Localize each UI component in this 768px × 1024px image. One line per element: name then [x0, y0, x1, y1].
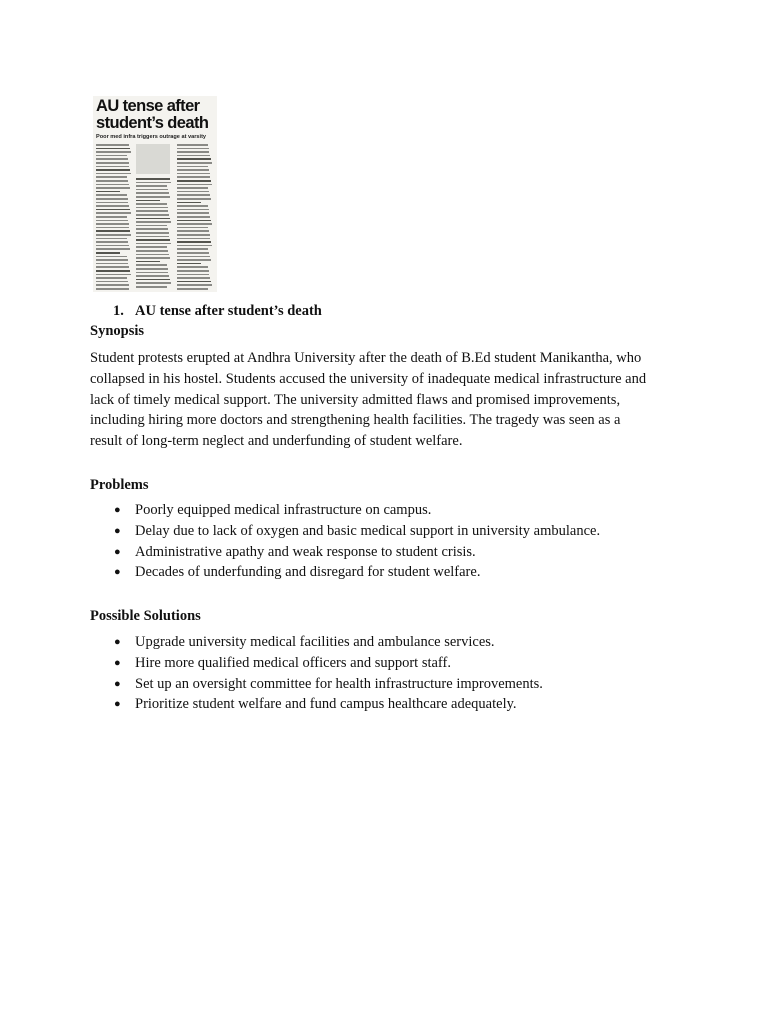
clipping-text-line: [177, 220, 211, 222]
clipping-text-line: [136, 200, 160, 202]
bullet-icon: ●: [114, 545, 121, 558]
synopsis-line: Student protests erupted at Andhra University after the death of B.Ed student Manikantha, who: [90, 350, 642, 366]
clipping-text-line: [177, 212, 209, 214]
clipping-text-line: [177, 227, 208, 229]
clipping-text-line: [96, 198, 128, 200]
clipping-subhead: Poor med infra triggers outrage at varsity: [96, 134, 207, 140]
clipping-text-line: [96, 162, 129, 164]
problems-list: [90, 500, 690, 583]
clipping-text-line: [177, 202, 201, 204]
clipping-text-line: [177, 277, 210, 279]
clipping-text-line: [136, 272, 168, 274]
list-item: ● Prioritize student welfare and fund campus healthcare adequately.: [90, 694, 690, 715]
clipping-text-line: [96, 212, 131, 214]
clipping-text-line: [177, 158, 211, 160]
clipping-text-line: [136, 243, 171, 245]
clipping-text-line: [136, 268, 168, 270]
clipping-text-line: [96, 180, 128, 182]
clipping-text-line: [177, 155, 210, 157]
clipping-text-line: [96, 234, 131, 236]
list-item: ● Hire more qualified medical officers and support staff.: [90, 653, 690, 674]
problems-heading: Problems: [90, 477, 149, 493]
list-item: ● Decades of underfunding and disregard for student welfare.: [90, 562, 690, 583]
clipping-text-line: [96, 270, 130, 272]
clipping-text-line: [177, 288, 208, 290]
clipping-text-line: [177, 176, 210, 178]
clipping-text-line: [136, 257, 170, 259]
clipping-text-line: [96, 241, 128, 243]
clipping-text-line: [96, 277, 127, 279]
list-item: ● Poorly equipped medical infrastructure on campus.: [90, 500, 690, 521]
article-title-text: AU tense after student’s death: [135, 303, 322, 319]
clipping-text-line: [96, 220, 128, 222]
clipping-column: [177, 144, 212, 290]
clipping-headline-line-1: AU tense after: [96, 97, 200, 115]
clipping-text-line: [136, 239, 170, 241]
clipping-text-line: [177, 245, 212, 247]
clipping-text-line: [177, 144, 208, 146]
clipping-text-line: [96, 194, 127, 196]
list-item: ● Administrative apathy and weak response to student crisis.: [90, 542, 690, 563]
clipping-text-line: [96, 151, 131, 153]
synopsis-line: collapsed in his hostel. Students accused the university of inadequate medical infrastructure and: [90, 370, 647, 387]
clipping-text-line: [96, 284, 129, 286]
clipping-text-line: [136, 228, 168, 230]
list-item: ● Set up an oversight committee for health infrastructure improvements.: [90, 674, 690, 695]
clipping-text-line: [136, 182, 171, 184]
clipping-text-line: [136, 207, 168, 209]
synopsis-line: lack of timely medical support. The university admitted flaws and promised improvements,: [90, 391, 621, 408]
clipping-text-line: [96, 205, 129, 207]
bullet-icon: ●: [114, 698, 121, 711]
clipping-text-line: [177, 205, 208, 207]
clipping-text-line: [136, 218, 170, 220]
clipping-text-line: [96, 245, 129, 247]
synopsis-heading: Synopsis: [90, 323, 145, 339]
bullet-icon: ●: [114, 504, 121, 516]
synopsis-line: result of long-term neglect and underfunding of student welfare.: [90, 433, 463, 450]
clipping-text-line: [136, 221, 171, 223]
clipping-column: [96, 144, 131, 290]
clipping-headline-line-2: student’s death: [96, 114, 209, 132]
clipping-text-line: [96, 281, 128, 283]
clipping-text-line: [177, 266, 208, 268]
clipping-text-line: [96, 252, 120, 254]
clipping-text-line: [96, 202, 128, 204]
solutions-heading: Possible Solutions: [90, 608, 201, 624]
clipping-text-line: [136, 214, 169, 216]
clipping-text-line: [96, 191, 120, 193]
clipping-text-line: [96, 256, 127, 258]
clipping-text-line: [136, 275, 169, 277]
clipping-text-line: [96, 227, 129, 229]
clipping-text-line: [177, 184, 212, 186]
clipping-text-line: [136, 196, 170, 198]
clipping-text-line: [177, 238, 210, 240]
clipping-text-line: [136, 286, 167, 288]
list-item: ● Upgrade university medical facilities and ambulance services.: [90, 632, 690, 653]
synopsis-paragraph: [90, 348, 690, 452]
clipping-text-line: [177, 223, 212, 225]
clipping-text-line: [136, 232, 169, 234]
clipping-text-line: [177, 198, 211, 200]
clipping-text-line: [177, 169, 209, 171]
clipping-text-line: [96, 238, 127, 240]
clipping-text-line: [177, 274, 209, 276]
clipping-text-line: [96, 169, 130, 171]
clipping-text-line: [136, 246, 167, 248]
clipping-text-line: [177, 230, 209, 232]
clipping-text-line: [96, 144, 129, 146]
clipping-text-line: [136, 178, 170, 180]
clipping-text-line: [177, 263, 201, 265]
clipping-text-line: [177, 166, 208, 168]
clipping-text-line: [136, 282, 171, 284]
clipping-text-line: [96, 248, 130, 250]
clipping-text-line: [177, 241, 211, 243]
bullet-icon: ●: [114, 566, 121, 579]
clipping-text-line: [136, 264, 167, 266]
clipping-text-line: [177, 259, 211, 261]
article-title: [113, 301, 322, 321]
clipping-text-line: [136, 225, 167, 227]
bullet-icon: ●: [114, 677, 121, 690]
clipping-text-line: [96, 274, 131, 276]
solutions-list: [90, 632, 690, 715]
clipping-text-line: [96, 223, 129, 225]
clipping-text-line: [177, 209, 209, 211]
clipping-text-line: [177, 234, 210, 236]
bullet-icon: ●: [114, 524, 121, 537]
clipping-text-line: [136, 192, 169, 194]
clipping-column: [136, 144, 171, 290]
clipping-text-line: [96, 184, 129, 186]
clipping-text-line: [96, 216, 127, 218]
clipping-text-line: [177, 187, 208, 189]
clipping-text-line: [136, 279, 170, 281]
clipping-text-line: [136, 236, 169, 238]
clipping-text-line: [177, 191, 209, 193]
clipping-text-line: [177, 256, 210, 258]
clipping-text-line: [177, 194, 210, 196]
clipping-text-line: [96, 187, 130, 189]
clipping-body-text: [96, 144, 214, 290]
clipping-text-line: [177, 281, 211, 283]
clipping-text-line: [96, 263, 128, 265]
clipping-text-line: [96, 230, 130, 232]
clipping-text-line: [177, 148, 209, 150]
clipping-text-line: [136, 185, 167, 187]
clipping-text-line: [136, 210, 168, 212]
clipping-text-line: [96, 288, 129, 290]
clipping-text-line: [96, 155, 127, 157]
list-item: ● Delay due to lack of oxygen and basic medical support in university ambulance.: [90, 521, 690, 542]
clipping-text-line: [96, 166, 129, 168]
clipping-text-line: [136, 254, 169, 256]
clipping-text-line: [177, 180, 211, 182]
article-number: 1.: [113, 303, 124, 319]
clipping-text-line: [136, 189, 168, 191]
clipping-text-line: [96, 259, 128, 261]
clipping-text-line: [136, 203, 167, 205]
clipping-text-line: [96, 176, 127, 178]
clipping-text-line: [177, 248, 208, 250]
bullet-icon: ●: [114, 656, 121, 669]
clipping-text-line: [96, 266, 129, 268]
clipping-headline: [96, 98, 216, 132]
clipping-text-line: [177, 252, 209, 254]
clipping-text-line: [96, 158, 128, 160]
clipping-text-line: [96, 209, 130, 211]
synopsis-line: including hiring more doctors and strengthening health facilities. The tragedy was seen as a: [90, 412, 621, 429]
clipping-text-line: [177, 284, 212, 286]
clipping-text-line: [177, 216, 210, 218]
clipping-text-line: [136, 261, 160, 263]
newspaper-clipping-image: [93, 96, 217, 292]
clipping-text-line: [136, 250, 168, 252]
clipping-text-line: [177, 162, 212, 164]
clipping-text-line: [177, 173, 210, 175]
clipping-photo: [136, 144, 170, 174]
clipping-text-line: [96, 173, 131, 175]
clipping-text-line: [177, 270, 209, 272]
clipping-text-line: [96, 148, 130, 150]
clipping-text-line: [177, 151, 209, 153]
bullet-icon: ●: [114, 636, 121, 648]
